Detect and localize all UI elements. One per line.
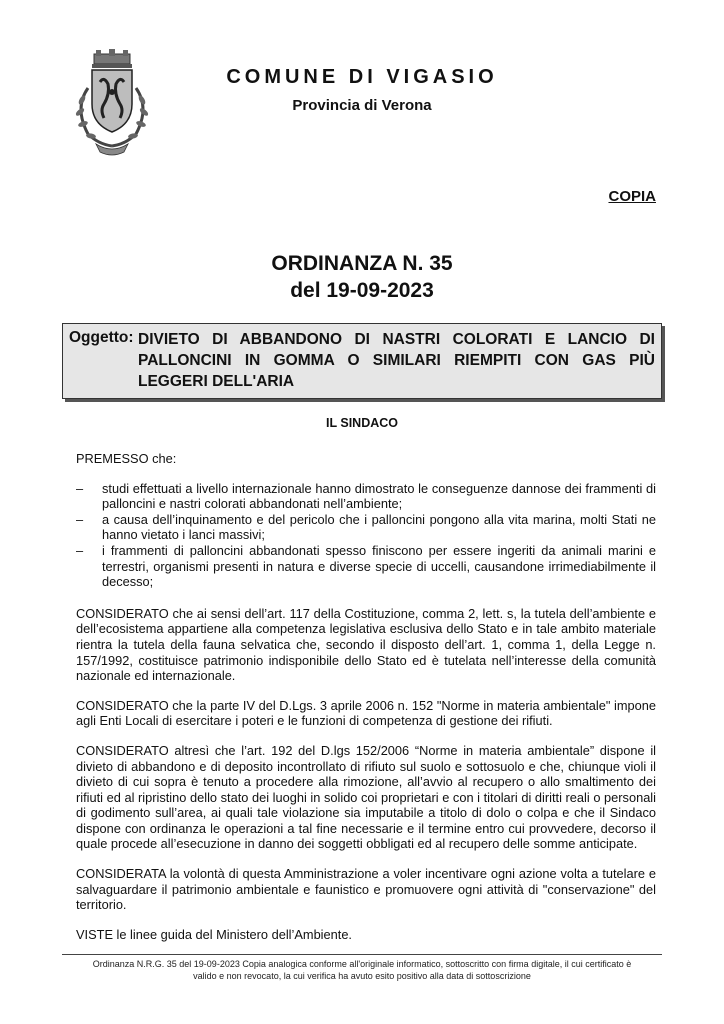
premise-list (76, 481, 656, 590)
province-name: Provincia di Verona (292, 97, 432, 114)
paragraph-constitution: CONSIDERATO che ai sensi dell’art. 117 della Costituzione, comma 2, lett. s, la tutela dell’ambiente e dell’ecosistema appartiene alla competenza legislativa esclusiva dello Stato e in tale ambito materiale rientra la tutela della fauna selvatica che, secondo il disposto dell’art. 1, comma 1, della Legge n. 157/1992, costituisce patrimonio indisponibile dello Stato ed è tutelata nell’interesse della comunità nazionale ed internazionale. (76, 605, 656, 684)
document-body (76, 451, 656, 956)
dash-icon: – (76, 480, 84, 496)
mayor-heading: IL SINDACO (326, 416, 398, 430)
ordinance-number: ORDINANZA N. 35 (271, 252, 453, 275)
footer-line-1: Ordinanza N.R.G. 35 del 19-09-2023 Copia analogica conforme all'originale informatico, sottoscritto con firma digitale, il cui certificato è (92, 959, 632, 969)
ordinance-date: del 19-09-2023 (290, 279, 434, 302)
dash-icon: – (76, 542, 84, 558)
list-item (76, 543, 656, 590)
dash-icon: – (76, 511, 84, 527)
coat-of-arms-icon (66, 48, 158, 156)
municipality-name: COMUNE DI VIGASIO (226, 66, 498, 88)
copy-mark: COPIA (608, 188, 656, 205)
footer-line-2: valido e non revocato, la cui verifica ha avuto esito positivo alla data di sottoscrizione (193, 971, 531, 981)
premise-heading: PREMESSO che: (76, 451, 177, 466)
paragraph-dlgs-152: CONSIDERATO che la parte IV del D.Lgs. 3 aprile 2006 n. 152 "Norme in materia ambientale" impone agli Enti Locali di esercitare i poteri e le funzioni di competenza di gestione dei rifiuti. (76, 697, 656, 729)
ordinance-title (200, 250, 524, 304)
premise-item-text: i frammenti di palloncini abbandonati spesso finiscono per essere ingeriti da animali marini e terrestri, organismi presenti in natura e diverse specie di uccelli, causandone irrimediabilmente il decesso; (102, 542, 656, 590)
paragraph-administration: CONSIDERATA la volontà di questa Amministrazione a voler incentivare ogni azione volta a tutelare e salvaguardare il patrimonio ambientale e faunistico e promuovere ogni attività di "conservazione" del territorio. (76, 866, 656, 913)
subject-text: DIVIETO DI ABBANDONO DI NASTRI COLORATI E LANCIO DI PALLONCINI IN GOMMA O SIMILARI RIEMPITI CON GAS PIÙ LEGGERI DELL'ARIA (138, 331, 655, 390)
premise-item-text: studi effettuati a livello internazionale hanno dimostrato le conseguenze dannose dei frammenti di palloncini e nastri colorati abbandonati nell’ambiente; (102, 480, 656, 512)
list-item (76, 512, 656, 543)
subject-box (62, 323, 662, 399)
paragraph-art-192: CONSIDERATO altresì che l’art. 192 del D.lgs 152/2006 “Norme in materia ambientale” dispone il divieto di abbandono e di deposito incontrollato di rifiuto sul suolo e sottosuolo e che, chiunque violi il divieto di cui sopra è tenuto a procedere alla rimozione, all’avvio al recupero o allo smaltimento dei rifiuti ed al ripristino dello stato dei luoghi in solido coi proprietari e con i titolari di diritti reali o personali di godimento sull’area, ai quali tale violazione sia imputabile a titolo di dolo o colpa e che il Sindaco dispone con ordinanza le operazioni a tal fine necessarie e il termine entro cui provvedere, decorso il quale procede all’esecuzione in danno dei soggetti obbligati ed al recupero delle somme anticipate. (76, 742, 656, 852)
premise-item-text: a causa dell’inquinamento e del pericolo che i palloncini pongono alla vita marina, molti Stati ne hanno vietato i lanci massivi; (102, 511, 656, 543)
subject-label: Oggetto: (69, 329, 134, 346)
footer-divider (62, 954, 662, 955)
list-item (76, 481, 656, 512)
paragraph-guidelines: VISTE le linee guida del Ministero dell’Ambiente. (76, 926, 352, 942)
footer-note (62, 958, 662, 982)
